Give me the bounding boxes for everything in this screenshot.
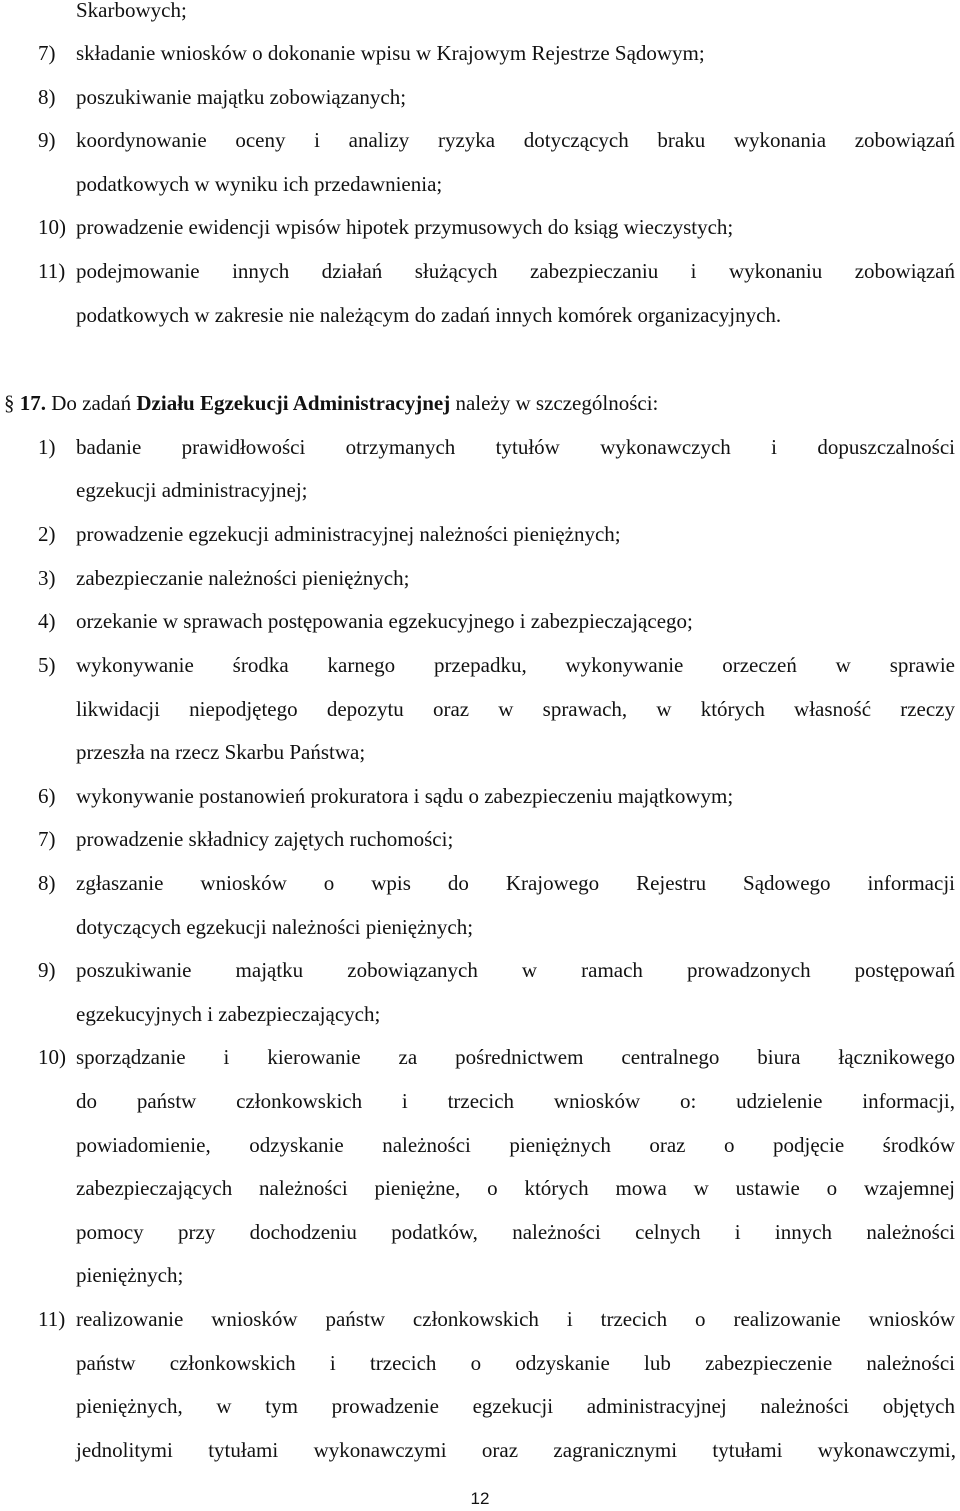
list-text: państw członkowskich i trzecich o odzyskanie lub zabezpieczenie należności [76, 1351, 955, 1375]
list-text: jednolitymi tytułami wykonawczymi oraz zagranicznymi tytułami wykonawczymi, [76, 1438, 956, 1462]
list-number: 10) [38, 215, 66, 239]
list-text: prowadzenie składnicy zajętych ruchomości; [76, 827, 454, 851]
list-text: pieniężnych; [76, 1263, 184, 1287]
list-number: 9) [38, 128, 56, 152]
list-number: 11) [38, 259, 66, 283]
list-text: zabezpieczających należności pieniężne, o których mowa w ustawie o wzajemnej [76, 1176, 955, 1200]
list-text: prowadzenie egzekucji administracyjnej należności pieniężnych; [76, 522, 621, 546]
list-text: badanie prawidłowości otrzymanych tytułów wykonawczych i dopuszczalności [76, 435, 955, 459]
section-intro-end: należy w szczególności: [455, 391, 659, 415]
list-number: 2) [38, 522, 56, 546]
list-number: 8) [38, 85, 56, 109]
list-text: likwidacji niepodjętego depozytu oraz w sprawach, w których własność rzeczy [76, 697, 955, 721]
continued-text: Skarbowych; [76, 0, 187, 22]
list-text: wykonywanie postanowień prokuratora i sądu o zabezpieczeniu majątkowym; [76, 784, 734, 808]
list-text: poszukiwanie majątku zobowiązanych; [76, 85, 407, 109]
list-text: przeszła na rzecz Skarbu Państwa; [76, 740, 366, 764]
page-number: 12 [470, 1489, 490, 1508]
list-text: dotyczących egzekucji należności pieniężnych; [76, 915, 474, 939]
list-number: 9) [38, 958, 56, 982]
list-text: składanie wniosków o dokonanie wpisu w Krajowym Rejestrze Sądowym; [76, 41, 705, 65]
list-text: pomocy przy dochodzeniu podatków, należności celnych i innych należności [76, 1220, 955, 1244]
list-text: podatkowych w wyniku ich przedawnienia; [76, 172, 443, 196]
list-text: pieniężnych, w tym prowadzenie egzekucji administracyjnej należności objętych [76, 1394, 955, 1418]
list-text: wykonywanie środka karnego przepadku, wykonywanie orzeczeń w sprawie [76, 653, 955, 677]
list-text: sporządzanie i kierowanie za pośrednictwem centralnego biura łącznikowego [76, 1045, 955, 1069]
section-sign: § [4, 391, 15, 415]
list-text: zgłaszanie wniosków o wpis do Krajowego Rejestru Sądowego informacji [76, 871, 955, 895]
list-text: podejmowanie innych działań służących zabezpieczaniu i wykonaniu zobowiązań [76, 259, 955, 283]
list-number: 1) [38, 435, 56, 459]
list-text: do państw członkowskich i trzecich wniosków o: udzielenie informacji, [76, 1089, 955, 1113]
section-number: 17. [19, 391, 46, 415]
list-number: 10) [38, 1045, 66, 1069]
section-intro: Do zadań [51, 391, 132, 415]
list-text: powiadomienie, odzyskanie należności pieniężnych oraz o podjęcie środków [76, 1133, 955, 1157]
list-number: 8) [38, 871, 56, 895]
list-number: 7) [38, 827, 56, 851]
unit-name: Działu Egzekucji Administracyjnej [136, 391, 451, 415]
list-number: 6) [38, 784, 56, 808]
list-number: 11) [38, 1307, 66, 1331]
list-number: 5) [38, 653, 56, 677]
list-text: realizowanie wniosków państw członkowskich i trzecich o realizowanie wniosków [76, 1307, 955, 1331]
list-text: koordynowanie oceny i analizy ryzyka dotyczących braku wykonania zobowiązań [76, 128, 955, 152]
list-text: egzekucyjnych i zabezpieczających; [76, 1002, 381, 1026]
list-text: prowadzenie ewidencji wpisów hipotek przymusowych do ksiąg wieczystych; [76, 215, 734, 239]
list-text: zabezpieczanie należności pieniężnych; [76, 566, 410, 590]
list-text: orzekanie w sprawach postępowania egzekucyjnego i zabezpieczającego; [76, 609, 693, 633]
list-number: 3) [38, 566, 56, 590]
list-number: 7) [38, 41, 56, 65]
list-number: 4) [38, 609, 56, 633]
list-text: podatkowych w zakresie nie należącym do zadań innych komórek organizacyjnych. [76, 303, 782, 327]
list-text: egzekucji administracyjnej; [76, 478, 308, 502]
section-heading [4, 390, 658, 416]
list-text: poszukiwanie majątku zobowiązanych w ramach prowadzonych postępowań [76, 958, 955, 982]
